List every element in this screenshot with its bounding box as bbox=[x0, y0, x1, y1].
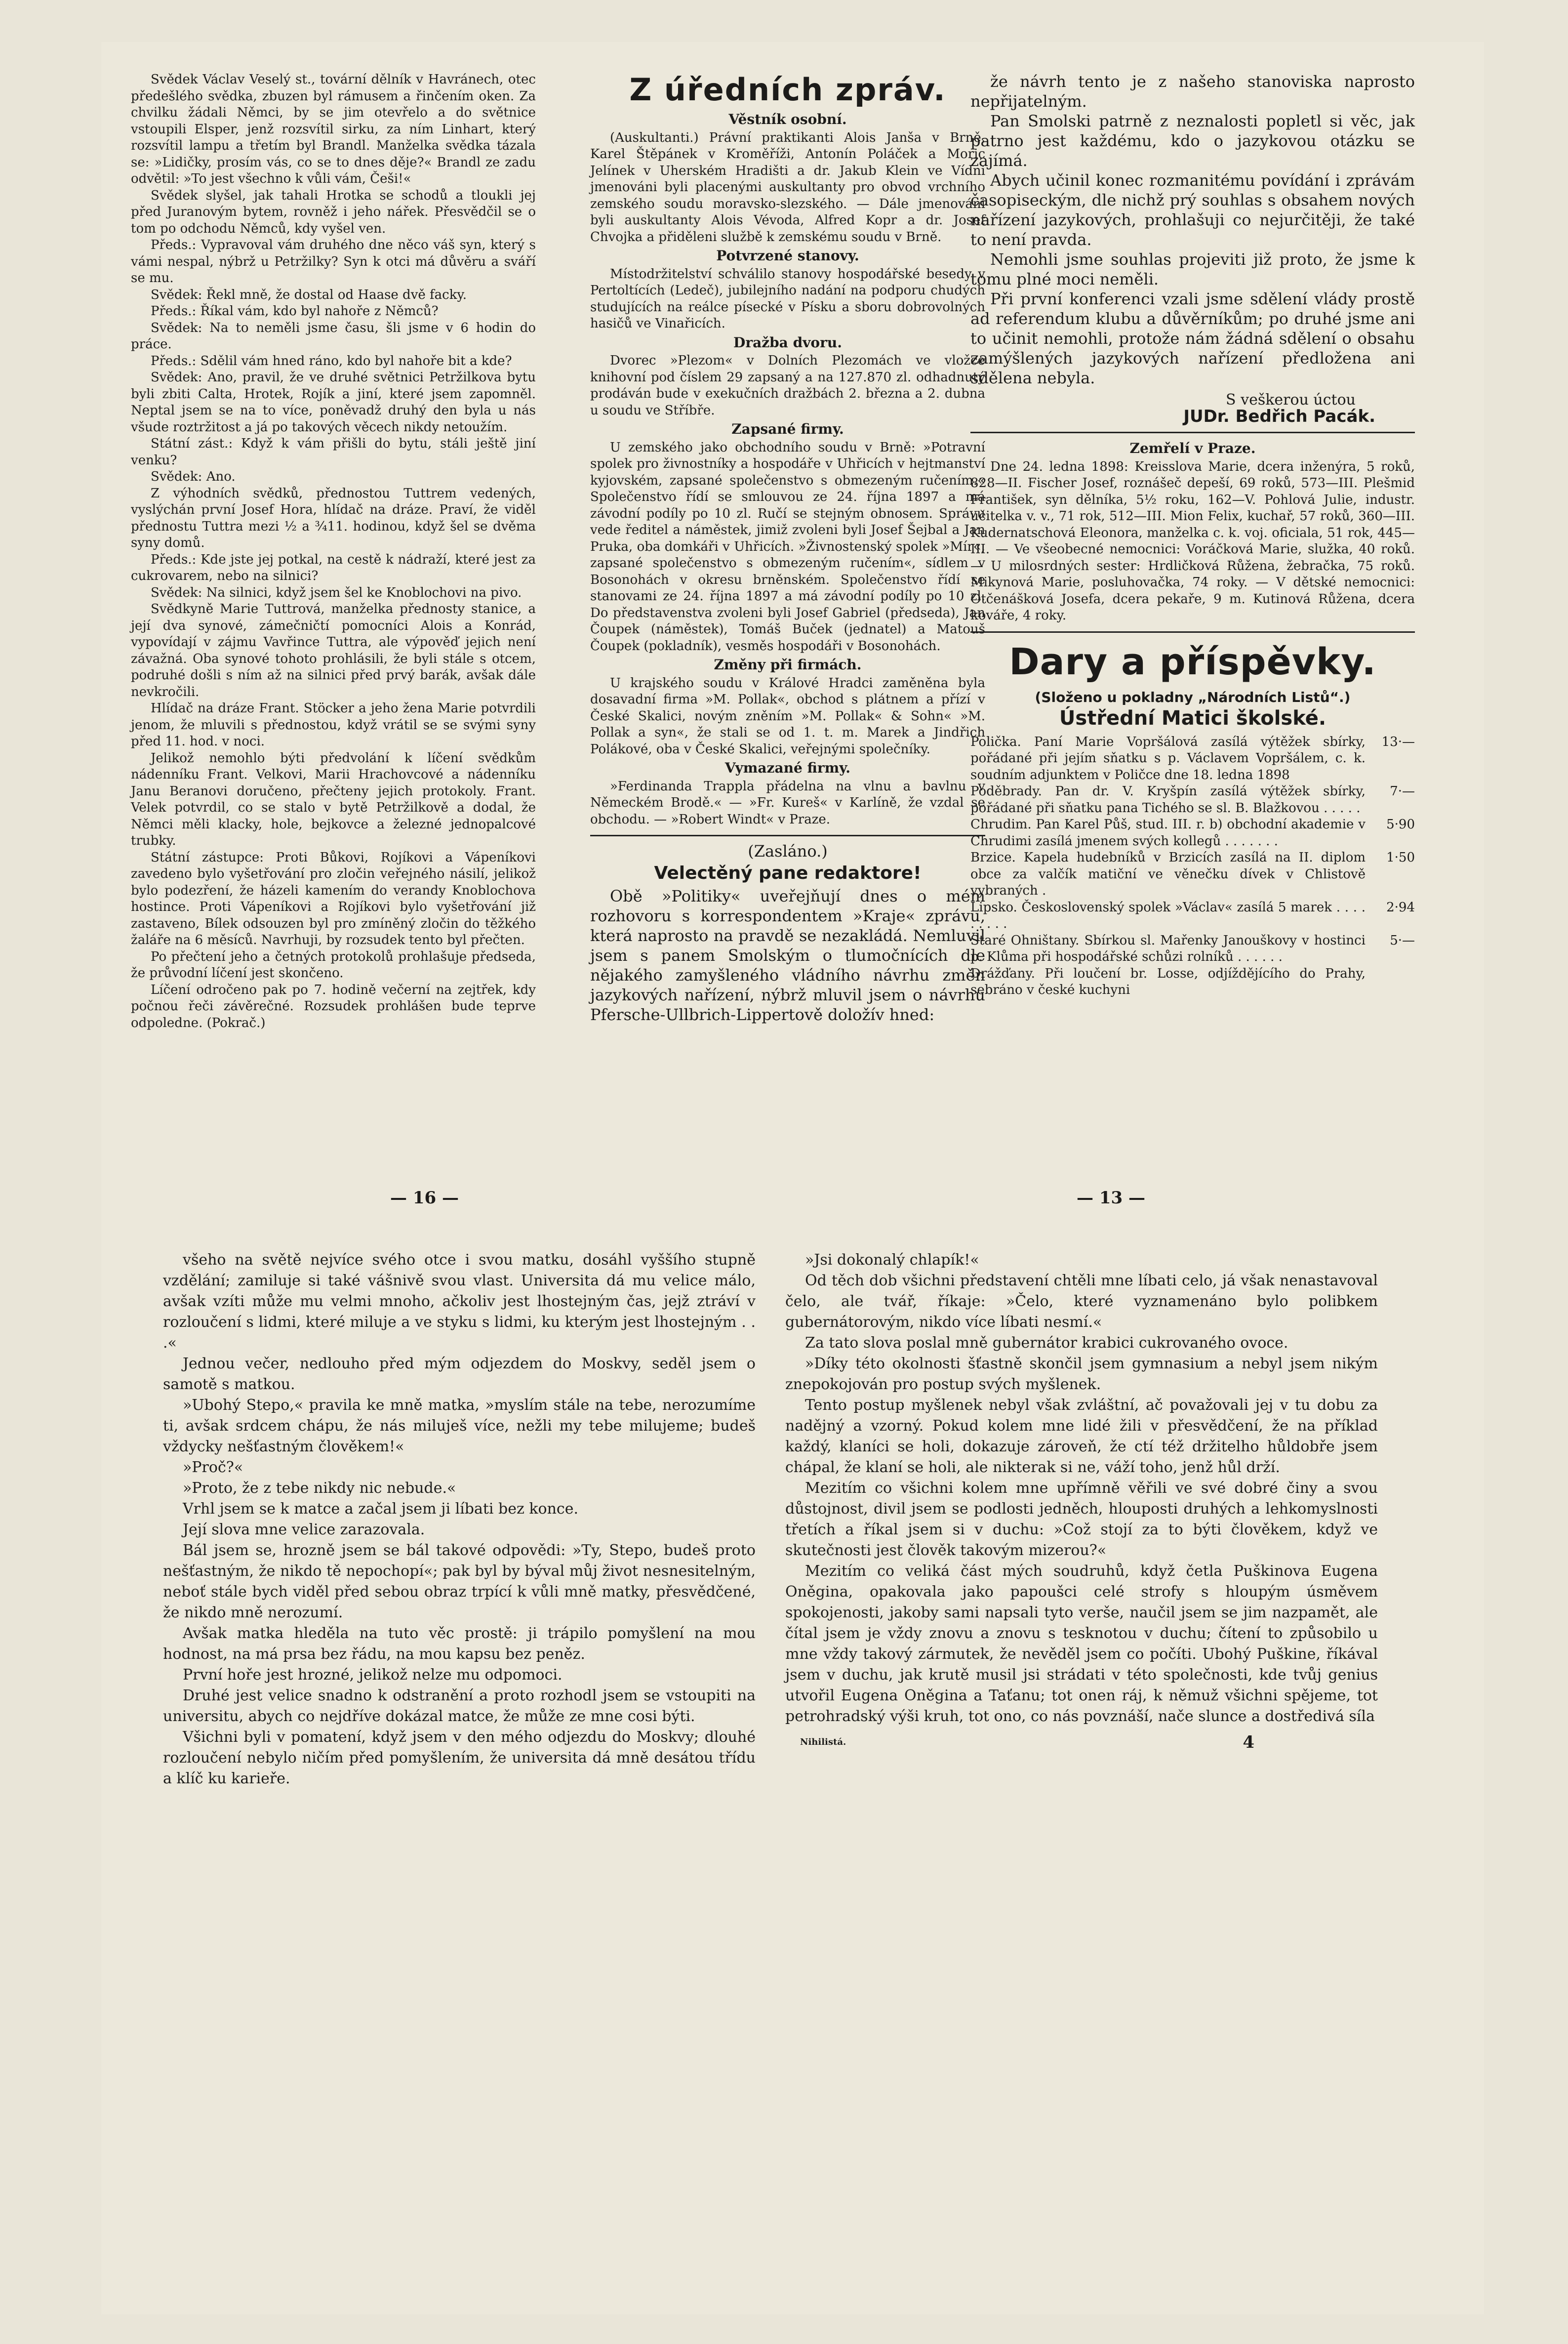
paragraph: Bál jsem se, hrozně jsem se bál takové odpovědi: »Ty, Stepo, budeš proto nešťastným, že nikdo tě nepochopí«; pak byl by býval můj život nesnesitelným, neboť stále bych viděl před sebou obraz trpící k vůli mně matky, přesvědčené, že nikdo mně nerozumí. bbox=[163, 1542, 756, 1621]
letter-tag: (Zasláno.) bbox=[748, 842, 828, 861]
letter-signature: JUDr. Bedřich Pacák. bbox=[1183, 406, 1375, 426]
paragraph: Při první konferenci vzali jsme sdělení vlády prostě ad referendum klubu a důvěrníkům; po druhé jsme ani to učinit nemohli, protože nám žádná sdělení o obsahu zamýšlených jazykových nařízení předložena ani sdělena nebyla. bbox=[970, 289, 1415, 387]
section-text: »Ferdinanda Trappla přádelna na vlnu a bavlnu v Německém Brodě.« — »Fr. Kureš« v Karlíně, že vzdal se obchodu. — »Robert Windt« v Praze. bbox=[590, 779, 985, 827]
divider bbox=[970, 631, 1415, 633]
court-report-column bbox=[131, 72, 536, 1031]
deaths-text: Dne 24. ledna 1898: Kreisslova Marie, dcera inženýra, 5 roků, 828—II. Fischer Josef, roznášeč depeší, 69 roků, 573—III. Plešmid František, syn dělníka, 5½ roku, 162—V. Pohlová Julie, industr. učitelka v. v., 71 rok, 512—III. Mion Felix, kuchař, 57 roků, 360—III. Kudernatschová Eleonora, manželka c. k. voj. oficiala, 51 rok, 445—III. — Ve všeobecné nemocnici: Voráčková Marie, služka, 40 roků. — U milosrdných sester: Hrdličková Růžena, žebračka, 75 roků. Mikynová Marie, posluhovačka, 74 roky. — V dětské nemocnici: Otčenášková Josefa, dcera pekaře, 9 m. Kutinová Růžena, dcera kováře, 4 roky. bbox=[970, 459, 1415, 623]
paragraph: Pan Smolski patrně z neznalosti popletl si věc, jak patrno jest každému, kdo o jazykovou otázku se zajímá. bbox=[970, 112, 1415, 170]
paragraph: Vrhl jsem se k matce a začal jsem ji líbati bez konce. bbox=[183, 1500, 578, 1518]
letter-signoff: S veškerou úctou bbox=[1226, 391, 1356, 409]
divider bbox=[970, 432, 1415, 433]
section-heading: Vymazané firmy. bbox=[724, 760, 851, 776]
official-news-sections bbox=[590, 111, 985, 828]
paragraph: Svědek Václav Veselý st., tovární dělník v Havránech, otec předešlého svědka, zbuzen byl rámusem a řinčením oken. Za chvilku žádali Němci, by se jim otevřelo a do světnice vstoupili Elsper, jenž rozsvítil sirku, za ním Linhart, který rozsvítil lampu a třetím byl Brandl. Manželka svědka tázala se: »Lidičky, prosím vás, co se to dnes děje?« Brandl ze zadu odvětil: »To jest všechno k vůli vám, Češi!« bbox=[131, 72, 536, 186]
paragraph: »Proč?« bbox=[183, 1459, 243, 1476]
paragraph: Předs.: Vypravoval vám druhého dne něco váš syn, který s vámi nespal, nýbrž u Petržilky? Syn k otci má důvěru a sváří se mu. bbox=[131, 238, 536, 286]
donations-subtitle: (Složeno u pokladny „Národních Listů“.) bbox=[1035, 689, 1351, 705]
donation-text: Poděbrady. Pan dr. V. Kryšpín zasílá výtěžek sbírky, pořádané při sňatku pana Tichého se sl. B. Blažkovou . . . . . bbox=[970, 784, 1366, 816]
paragraph: Předs.: Kde jste jej potkal, na cestě k nádraží, které jest za cukrovarem, nebo na silnici? bbox=[131, 552, 536, 583]
donation-row bbox=[970, 850, 1415, 900]
paragraph: Za tato slova poslal mně gubernátor krabici cukrovaného ovoce. bbox=[805, 1334, 1288, 1352]
paragraph: Státní zástupce: Proti Bůkovi, Rojíkovi a Vápeníkovi zavedeno bylo vyšetřování pro zločin veřejného násilí, jelikož bylo podezření, že házeli kamením do verandy Knoblochova hostince. Proti Vápeníkovi a Rojíkovi bylo vyšetřování již zastaveno, Bílek odsouzen byl pro zmíněný zločin do těžkého žaláře na 6 měsíců. Navrhuji, by rozsudek tento byl přečten. bbox=[131, 850, 536, 947]
section-text: (Auskultanti.) Právní praktikanti Alois Janša v Brně, Karel Štěpánek v Kroměříži, Antonín Poláček a Moric Jelínek v Uherském Hradišti a dr. Jakub Klein ve Vídni jmenováni byli placenými auskultanty pro obvod vrchního zemského soudu moravsko-slezského. — Dále jmenováni byli auskultanty Alois Vévoda, Alfred Kopr a dr. Josef Chvojka a přiděleni službě k zemskému soudu v Brně. bbox=[590, 130, 985, 245]
letter-continuation bbox=[970, 72, 1415, 388]
donation-row bbox=[970, 966, 1415, 999]
donation-row bbox=[970, 933, 1415, 966]
paragraph: Jelikož nemohlo býti předvolání k líčení svědkům nádenníku Frant. Velkovi, Marii Hrachovcové a nádenníku Janu Beranovi doručeno, přečteny jejich protokoly. Frant. Velek potvrdil, co se stalo v bytě Petržilkově a dodal, že Němci měli klacky, hole, bejkovce a železné jednopalcové trubky. bbox=[131, 750, 536, 848]
paragraph: Od těch dob všichni představení chtěli mne líbati celo, já však nenastavoval čelo, ale tvář, říkaje: »Čelo, které vyznamenáno bylo polibkem gubernátorovým, nikdo více líbati nesmí.« bbox=[785, 1272, 1378, 1331]
paragraph: »Díky této okolnosti šťastně skončil jsem gymnasium a nebyl jsem nikým znepokojován pro postup svých myšlenek. bbox=[785, 1355, 1378, 1393]
donation-amount: 7·— bbox=[1390, 784, 1415, 799]
donation-amount: 5·90 bbox=[1386, 817, 1415, 832]
donations-heading: Ústřední Matici školské. bbox=[1059, 707, 1327, 730]
paragraph: Tento postup myšlenek nebyl však zvláštní, ač považovali jej v tu dobu za nadějný a vzorný. Pokud kolem mne lidé žili v přesvědčení, že na příklad každý, klaníci se holi, dokazuje zároveň, že ctí též držitelho hůldobře jsem chápal, že klaní se holi, ale nikterak si ne, váží toho, jenž hůl drží. bbox=[785, 1397, 1378, 1476]
paragraph: Svědek: Řekl mně, že dostal od Haase dvě facky. bbox=[151, 287, 467, 302]
page-number-left: — 16 — bbox=[390, 1188, 459, 1208]
deaths-heading: Zemřelí v Praze. bbox=[1129, 440, 1256, 456]
paragraph: Svědkyně Marie Tuttrová, manželka přednosty stanice, a její dva synové, zámečničtí pomocníci Alois a Konrád, vypovídají v zájmu Vavřince Tuttra, ale výpověď jejich není závažná. Oba synové tohoto prohlásili, že byli stále s otcem, podruhé došli s ním až na silnici před prvý barák, avšak dále nevkročili. bbox=[131, 602, 536, 699]
donation-amount: 1·50 bbox=[1386, 850, 1415, 865]
paragraph: Po přečtení jeho a četných protokolů prohlašuje předseda, že průvodní líčení jest skončeno. bbox=[131, 949, 536, 981]
paragraph: Státní zást.: Když k vám přišli do bytu, stáli ještě jiní venku? bbox=[131, 436, 536, 468]
paragraph: Mezitím co všichni kolem mne upřímně věřili ve své dobré činy a svou důstojnost, divil jsem se podlosti jedněch, hlouposti druhých a lehkomyslnosti třetích a říkal jsem si v duchu: »Což stojí za to býti člověkem, když ve skutečnosti jest člověk takovým mizerou?« bbox=[785, 1480, 1378, 1559]
section-text: Dvorec »Plezom« v Dolních Plezomách ve vložce knihovní pod číslem 29 zapsaný a na 127.870 zl. odhadnutý prodáván bude v exekučních dražbách 2. března a 2. dubna u soudu ve Stříbře. bbox=[590, 353, 985, 418]
paragraph: Mezitím co veliká část mých soudruhů, když četla Puškinova Eugena Oněgina, opakovala jako papoušci celé strofy s hloupým úsměvem spokojenosti, jakoby sami napsali tyto verše, naučil jsem se jim nazpamět, ale čítal jsem je vždy znovu a znovu s tesknotou v duchu; čítení to způsobilo u mne vždy takový zármutek, že nevěděl jsem co počíti. Ubohý Puškine, říkával jsem v duchu, jak krutě musil jsi strádati v této společnosti, kde tvůj genius utvořil Eugena Oněgina a Taťanu; tot onen ráj, k němuž všichni spějeme, tot petrohradský výši kruh, tot ono, co nás povznáší, nače slunce a dostředivá síla bbox=[785, 1563, 1378, 1725]
paragraph: »Ubohý Stepo,« pravila ke mně matka, »myslím stále na tebe, nerozumíme ti, avšak srdcem chápu, že nás miluješ více, nežli my tebe milujeme; budeš vždycky nešťastným člověkem!« bbox=[163, 1397, 756, 1455]
donation-text: Brzice. Kapela hudebníků v Brzicích zasílá na II. diplom obce za valčík matiční ve věnečku dívek v Chlistově vybraných . bbox=[970, 850, 1366, 898]
paragraph: První hoře jest hrozné, jelikož nelze mu odpomoci. bbox=[183, 1666, 563, 1684]
donation-amount: 2·94 bbox=[1386, 900, 1415, 915]
donation-row bbox=[970, 900, 1415, 933]
section-heading: Dražba dvoru. bbox=[733, 334, 842, 351]
paragraph: Z výhodních svědků, přednostou Tuttrem vedených, vyslýchán první Josef Hora, hlídač na dráze. Praví, že viděl přednostu Tuttra mezi ½ a ¾11. hodinou, když šel se dvěma syny domů. bbox=[131, 486, 536, 550]
right-column bbox=[970, 72, 1415, 999]
donation-row bbox=[970, 817, 1415, 850]
section-heading: Věstník osobní. bbox=[728, 111, 847, 127]
paragraph: Líčení odročeno pak po 7. hodině večerní na zejtřek, kdy počnou řeči závěrečné. Rozsudek prohlášen bude teprve odpoledne. (Pokrač.) bbox=[131, 982, 536, 1030]
donation-amount bbox=[1375, 966, 1415, 999]
donations-title: Dary a příspěvky. bbox=[1009, 640, 1376, 683]
donation-amount: 13·— bbox=[1381, 734, 1415, 749]
official-news-title: Z úředních zpráv. bbox=[629, 72, 946, 108]
paragraph: Hlídač na dráze Frant. Stöcker a jeho žena Marie potvrdili jenom, že mluvili s přednostou, když vrátil se se svými syny před 11. hod. v noci. bbox=[131, 701, 536, 749]
divider bbox=[590, 835, 985, 836]
paragraph: Svědek: Na to neměli jsme času, šli jsme v 6 hodin do práce. bbox=[131, 320, 536, 352]
donation-text: Staré Ohništany. Sbírkou sl. Mařenky Janouškovy v hostinci p. Klůma při hospodářské schůzi rolníků . . . . . . bbox=[970, 933, 1366, 964]
donation-text: Chrudim. Pan Karel Půš, stud. III. r. b) obchodní akademie v Chrudimi zasílá jmenem svých kollegů . . . . . . . bbox=[970, 817, 1366, 849]
donation-row bbox=[970, 734, 1415, 784]
paragraph: Svědek: Na silnici, když jsem šel ke Knoblochovi na pivo. bbox=[151, 585, 522, 600]
section-text: U krajského soudu v Králové Hradci zaměněna byla dosavadní firma »M. Pollak«, obchod s plátnem a přízí v České Skalici, novým zněním »M. Pollak« & Sohn« »M. Pollak a syn«, že stali se od 1. t. m. Marek a Jindřich Polákové, oba v České Skalici, veřejnými společníky. bbox=[590, 675, 985, 757]
letter-salutation: Velectěný pane redaktore! bbox=[654, 863, 922, 883]
paragraph: Předs.: Sdělil vám hned ráno, kdo byl nahoře bit a kde? bbox=[151, 353, 512, 369]
section-text: Místodržitelství schválilo stanovy hospodářské besedy v Pertoltících (Ledeč), jubilejního nadání na podporu chudých studujících na reálce písecké v Písku a sboru dobrovolných hasičů ve Vinařicích. bbox=[590, 266, 985, 331]
paragraph: všeho na světě nejvíce svého otce i svou matku, dosáhl vyššího stupně vzdělání; zamiluje si také vášnivě svou vlast. Universita dá mu velice málo, avšak vzíti může mu velmi mnoho, ačkoliv jest lhostejným čas, jejž ztráví v rozloučení s lidmi, které miluje a ve styku s lidmi, ku kterým jest lhostejným . . .« bbox=[163, 1251, 756, 1352]
letter-text: Obě »Politiky« uveřejňují dnes o mém rozhovoru s korrespondentem »Kraje« zprávu, která naprosto na pravdě se nezakládá. Nemluvil jsem s panem Smolským o tlumočnících dle nějakého zamyšleného vládního návrhu změn jazykových nařízení, nýbrž mluvil jsem o návrhu Pfersche-Ullbrich-Lippertově doložív hned: bbox=[590, 887, 985, 1024]
paragraph: Předs.: Říkal vám, kdo byl nahoře z Němců? bbox=[151, 304, 439, 319]
paragraph: Její slova mne velice zarazovala. bbox=[183, 1521, 425, 1538]
donation-text: Lipsko. Československý spolek »Václav« zasílá 5 marek . . . . . . . . . bbox=[970, 900, 1366, 931]
donation-row bbox=[970, 783, 1415, 817]
paragraph: Svědek: Ano, pravil, že ve druhé světnici Petržilkova bytu byli zbiti Calta, Hrotek, Rojík a jiní, které jsem zapomněl. Neptal jsem se na to více, poněvadž druhý den byla u nás všude roztržitost a já po takových věcech nikdy netoužím. bbox=[131, 370, 536, 435]
donation-text: Polička. Paní Marie Vopršálová zasílá výtěžek sbírky, pořádané při jejím sňatku s p. Václavem Vopršálem, c. k. soudním adjunktem v Poličce dne 18. ledna 1898 bbox=[970, 734, 1366, 782]
donation-text: Drážďany. Při loučení br. Losse, odjíždějícího do Prahy, sebráno v české kuchyni bbox=[970, 966, 1366, 997]
footer-signature: Nihilistá. bbox=[800, 1737, 846, 1747]
paragraph: »Jsi dokonalý chlapík!« bbox=[805, 1251, 979, 1269]
paragraph: »Proto, že z tebe nikdy nic nebude.« bbox=[183, 1480, 456, 1497]
paragraph: Svědek slyšel, jak tahali Hrotka se schodů a tloukli jej před Juranovým bytem, rovněž i jeho nářek. Přesvědčil se o tom po odchodu Němců, kdy vyšel ven. bbox=[131, 188, 536, 236]
page-number-right: — 13 — bbox=[1077, 1188, 1145, 1208]
section-heading: Zapsané firmy. bbox=[731, 421, 844, 437]
section-text: U zemského jako obchodního soudu v Brně: »Potravní spolek pro živnostníky a hospodáře v Uhřicích v hejtmanství kyjovském, zapsané společenstvo s obmezeným ručením.« Společenstvo řídí se smlouvou ze 24. října 1897 a má závodní podíly po 10 zl. Ručí se stejným obnosem. Správu vede ředitel a náměstek, jimiž zvoleni byli Josef Šejbal a Jan Pruka, oba domkáři v Uhřicích. »Živnostenský spolek »Mír«, zapsané společenstvo s obmezeným ručením«, sídlem v Bosonohách v okresu brněnském. Společenstvo řídí se stanovami ze 24. října 1897 a má závodní podíly po 10 zl. Do představenstva zvoleni byli Josef Gabriel (předseda), Jan Čoupek (náměstek), Tomáš Buček (jednatel) a Matouš Čoupek (pokladník), vesměs hospodáři v Bosonohách. bbox=[590, 440, 985, 654]
donations-list bbox=[970, 734, 1415, 999]
official-news-column bbox=[590, 72, 985, 1025]
section-heading: Změny při firmách. bbox=[714, 657, 862, 673]
donation-amount: 5·— bbox=[1390, 933, 1415, 948]
paragraph: Svědek: Ano. bbox=[151, 469, 236, 484]
paragraph: Jednou večer, nedlouho před mým odjezdem do Moskvy, seděl jsem o samotě s matkou. bbox=[163, 1355, 756, 1393]
footer-sheet-number: 4 bbox=[1243, 1732, 1254, 1752]
paragraph: Abych učinil konec rozmanitému povídání i zprávám časopiseckým, dle nichž prý souhlas s obsahem nových nařízení jazykových, prohlašuji co nejurčitěji, že také to není pravda. bbox=[970, 171, 1415, 249]
paragraph: Avšak matka hleděla na tuto věc prostě: ji trápilo pomyšlení na mou hodnost, na má prsa bez řádu, na mou kapsu bez peněz. bbox=[163, 1625, 756, 1663]
paragraph: Všichni byli v pomatení, když jsem v den mého odjezdu do Moskvy; dlouhé rozloučení nebylo ničím před pomyšlením, že universita dá mně desátou třídu a klíč ku karieře. bbox=[163, 1728, 756, 1787]
paragraph: Nemohli jsme souhlas projeviti již proto, že jsme k tomu plné moci neměli. bbox=[970, 250, 1415, 288]
paragraph: Druhé jest velice snadno k odstranění a proto rozhodl jsem se vstoupiti na universitu, abych co nejdříve dokázal matce, že může ze mne cosi býti. bbox=[163, 1687, 756, 1725]
section-heading: Potvrzené stanovy. bbox=[716, 247, 859, 264]
paragraph: že návrh tento je z našeho stanoviska naprosto nepřijatelným. bbox=[970, 72, 1415, 111]
novel-left-column bbox=[163, 1250, 756, 1789]
novel-right-column bbox=[785, 1250, 1378, 1754]
